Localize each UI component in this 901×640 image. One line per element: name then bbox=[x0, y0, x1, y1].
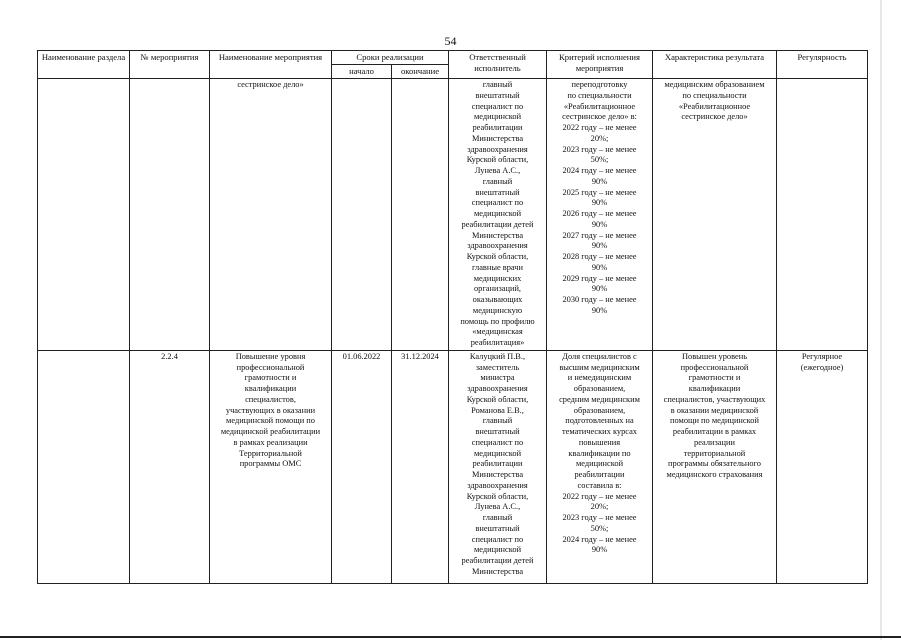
header-regularity: Регулярность bbox=[777, 51, 868, 79]
header-result: Характеристика результата bbox=[653, 51, 777, 79]
page-number: 54 bbox=[444, 34, 457, 48]
table-row bbox=[38, 79, 868, 351]
header-event-name: Наименование мероприятия bbox=[210, 51, 332, 79]
scan-edge-shadow bbox=[880, 0, 882, 640]
cell-start: 01.06.2022 bbox=[332, 350, 392, 583]
header-event-no: № мероприятия bbox=[130, 51, 210, 79]
cell-responsible: главный внештатный специалист по медицинской реабилитации Министерства здравоохранения Курской области, Лунева А.С., главный внештатный специалист по медицинской реабилитации детей Министерства здравоохранения Курской области, главные врачи медицинских организаций, оказывающих медицинскую помощь по профилю «медицинская реабилитация» bbox=[449, 79, 547, 351]
cell-end: 31.12.2024 bbox=[392, 350, 449, 583]
cell-event-name: сестринское дело» bbox=[210, 79, 332, 351]
cell-event-no bbox=[130, 79, 210, 351]
header-row bbox=[38, 51, 868, 65]
cell-start bbox=[332, 79, 392, 351]
header-criterion: Критерий исполнения мероприятия bbox=[547, 51, 653, 79]
cell-result: Повышен уровень профессиональной грамотности и квалификации специалистов, участвующих в оказании медицинской помощи по медицинской реабилитации в рамках реализации территориальной программы обязательного медицинского страхования bbox=[653, 350, 777, 583]
header-start: начало bbox=[332, 65, 392, 79]
cell-responsible: Калуцкий П.В., заместитель министра здравоохранения Курской области, Романова Е.В., главный внештатный специалист по медицинской реабилитации Министерства здравоохранения Курской области, Лунева А.С., главный внештатный специалист по медицинской реабилитации детей Министерства bbox=[449, 350, 547, 583]
cell-event-name: Повышение уровня профессиональной грамотности и квалификации специалистов, участвующих в оказании медицинской помощи по медицинской реабилитации в рамках реализации Территориальной программы ОМС bbox=[210, 350, 332, 583]
cell-result: медицинским образованием по специальности «Реабилитационное сестринское дело» bbox=[653, 79, 777, 351]
header-section: Наименование раздела bbox=[38, 51, 130, 79]
header-terms: Сроки реализации bbox=[332, 51, 449, 65]
header-responsible: Ответственный исполнитель bbox=[449, 51, 547, 79]
cell-event-no: 2.2.4 bbox=[130, 350, 210, 583]
cell-regularity: Регулярное (ежегодное) bbox=[777, 350, 868, 583]
cell-end bbox=[392, 79, 449, 351]
header-end: окончание bbox=[392, 65, 449, 79]
cell-regularity bbox=[777, 79, 868, 351]
cell-section bbox=[38, 79, 130, 351]
activities-table bbox=[37, 50, 868, 584]
table-row bbox=[38, 350, 868, 583]
cell-criterion: переподготовку по специальности «Реабилитационное сестринское дело» в: 2022 году – не менее 20%; 2023 году – не менее 50%; 2024 году – не менее 90% 2025 году – не менее 90% 2026 году – не менее 90% 2027 году – не менее 90% 2028 году – не менее 90% 2029 году – не менее 90% 2030 году – не менее 90% bbox=[547, 79, 653, 351]
scan-bottom-edge bbox=[0, 636, 901, 638]
cell-section bbox=[38, 350, 130, 583]
cell-criterion: Доля специалистов с высшим медицинским и немедицинским образованием, средним медицинским образованием, подготовленных на тематических курсах повышения квалификации по медицинской реабилитации составила в: 2022 году – не менее 20%; 2023 году – не менее 50%; 2024 году – не менее 90% bbox=[547, 350, 653, 583]
